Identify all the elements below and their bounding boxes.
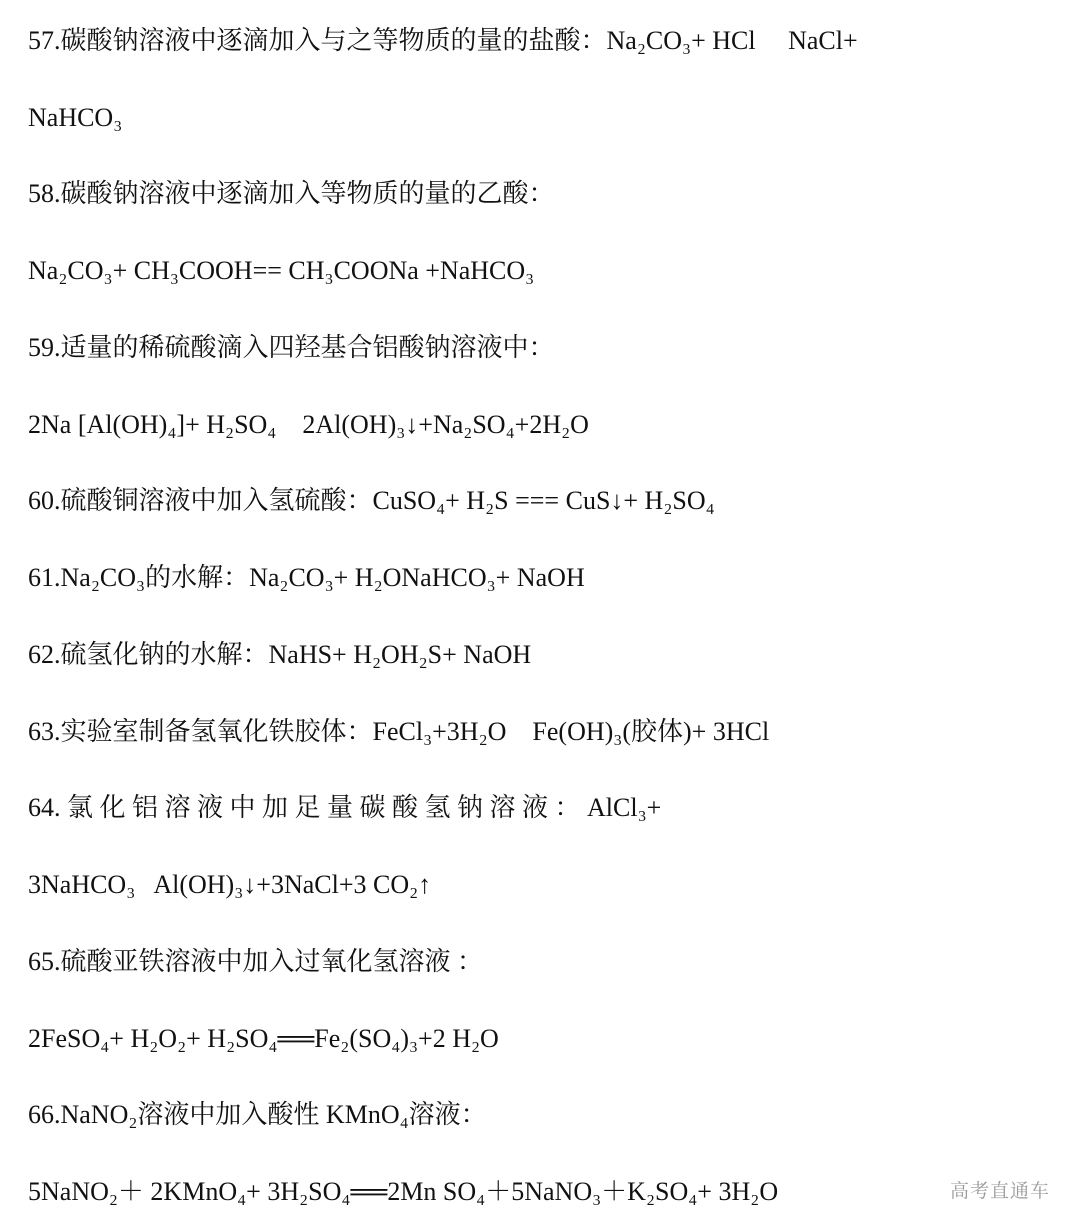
reaction-61: 61.Na₂CO₃的水解：Na₂CO₃+ H₂ONaHCO₃+ NaOH	[28, 563, 585, 592]
reaction-58-title: 58.碳酸钠溶液中逐滴加入等物质的量的乙酸：	[28, 179, 555, 208]
reaction-58-equation: Na₂CO₃+ CH₃COOH== CH₃COONa +NaHCO₃	[28, 256, 535, 285]
reaction-66-equation: 5NaNO₂＋ 2KMnO₄+ 3H₂SO₄══2Mn SO₄＋5NaNO₃＋K₂SO₄+ 3H₂O	[28, 1177, 779, 1206]
reaction-63: 63.实验室制备氢氧化铁胶体：FeCl₃+3H₂O Fe(OH)₃(胶体)+ 3HCl	[28, 717, 770, 746]
reaction-57-line-2: NaHCO₃	[28, 103, 123, 132]
reaction-65-title: 65.硫酸亚铁溶液中加入过氧化氢溶液 ：	[28, 947, 484, 976]
reaction-60: 60.硫酸铜溶液中加入氢硫酸：CuSO₄+ H₂S === CuS↓+ H₂SO₄	[28, 486, 715, 515]
reaction-59-title: 59.适量的稀硫酸滴入四羟基合铝酸钠溶液中：	[28, 333, 555, 362]
reaction-57-line-1: 57.碳酸钠溶液中逐滴加入与之等物质的量的盐酸：Na₂CO₃+ HCl NaCl+	[28, 26, 858, 55]
reaction-64-line-2: 3NaHCO₃ Al(OH)₃↓+3NaCl+3 CO₂↑	[28, 870, 432, 899]
reaction-65-equation: 2FeSO₄+ H₂O₂+ H₂SO₄══Fe₂(SO₄)₃+2 H₂O	[28, 1024, 499, 1053]
watermark-text: 高考直通车	[949, 1180, 1050, 1202]
reaction-64-line-1: 64. 氯 化 铝 溶 液 中 加 足 量 碳 酸 氢 钠 溶 液 ： AlCl₃+	[28, 793, 662, 822]
reaction-59-equation: 2Na [Al(OH)₄]+ H₂SO₄ 2Al(OH)₃↓+Na₂SO₄+2H₂O	[28, 410, 589, 439]
reaction-66-title: 66.NaNO₂溶液中加入酸性 KMnO₄溶液：	[28, 1100, 487, 1129]
reaction-62: 62.硫氢化钠的水解：NaHS+ H₂OH₂S+ NaOH	[28, 640, 532, 669]
